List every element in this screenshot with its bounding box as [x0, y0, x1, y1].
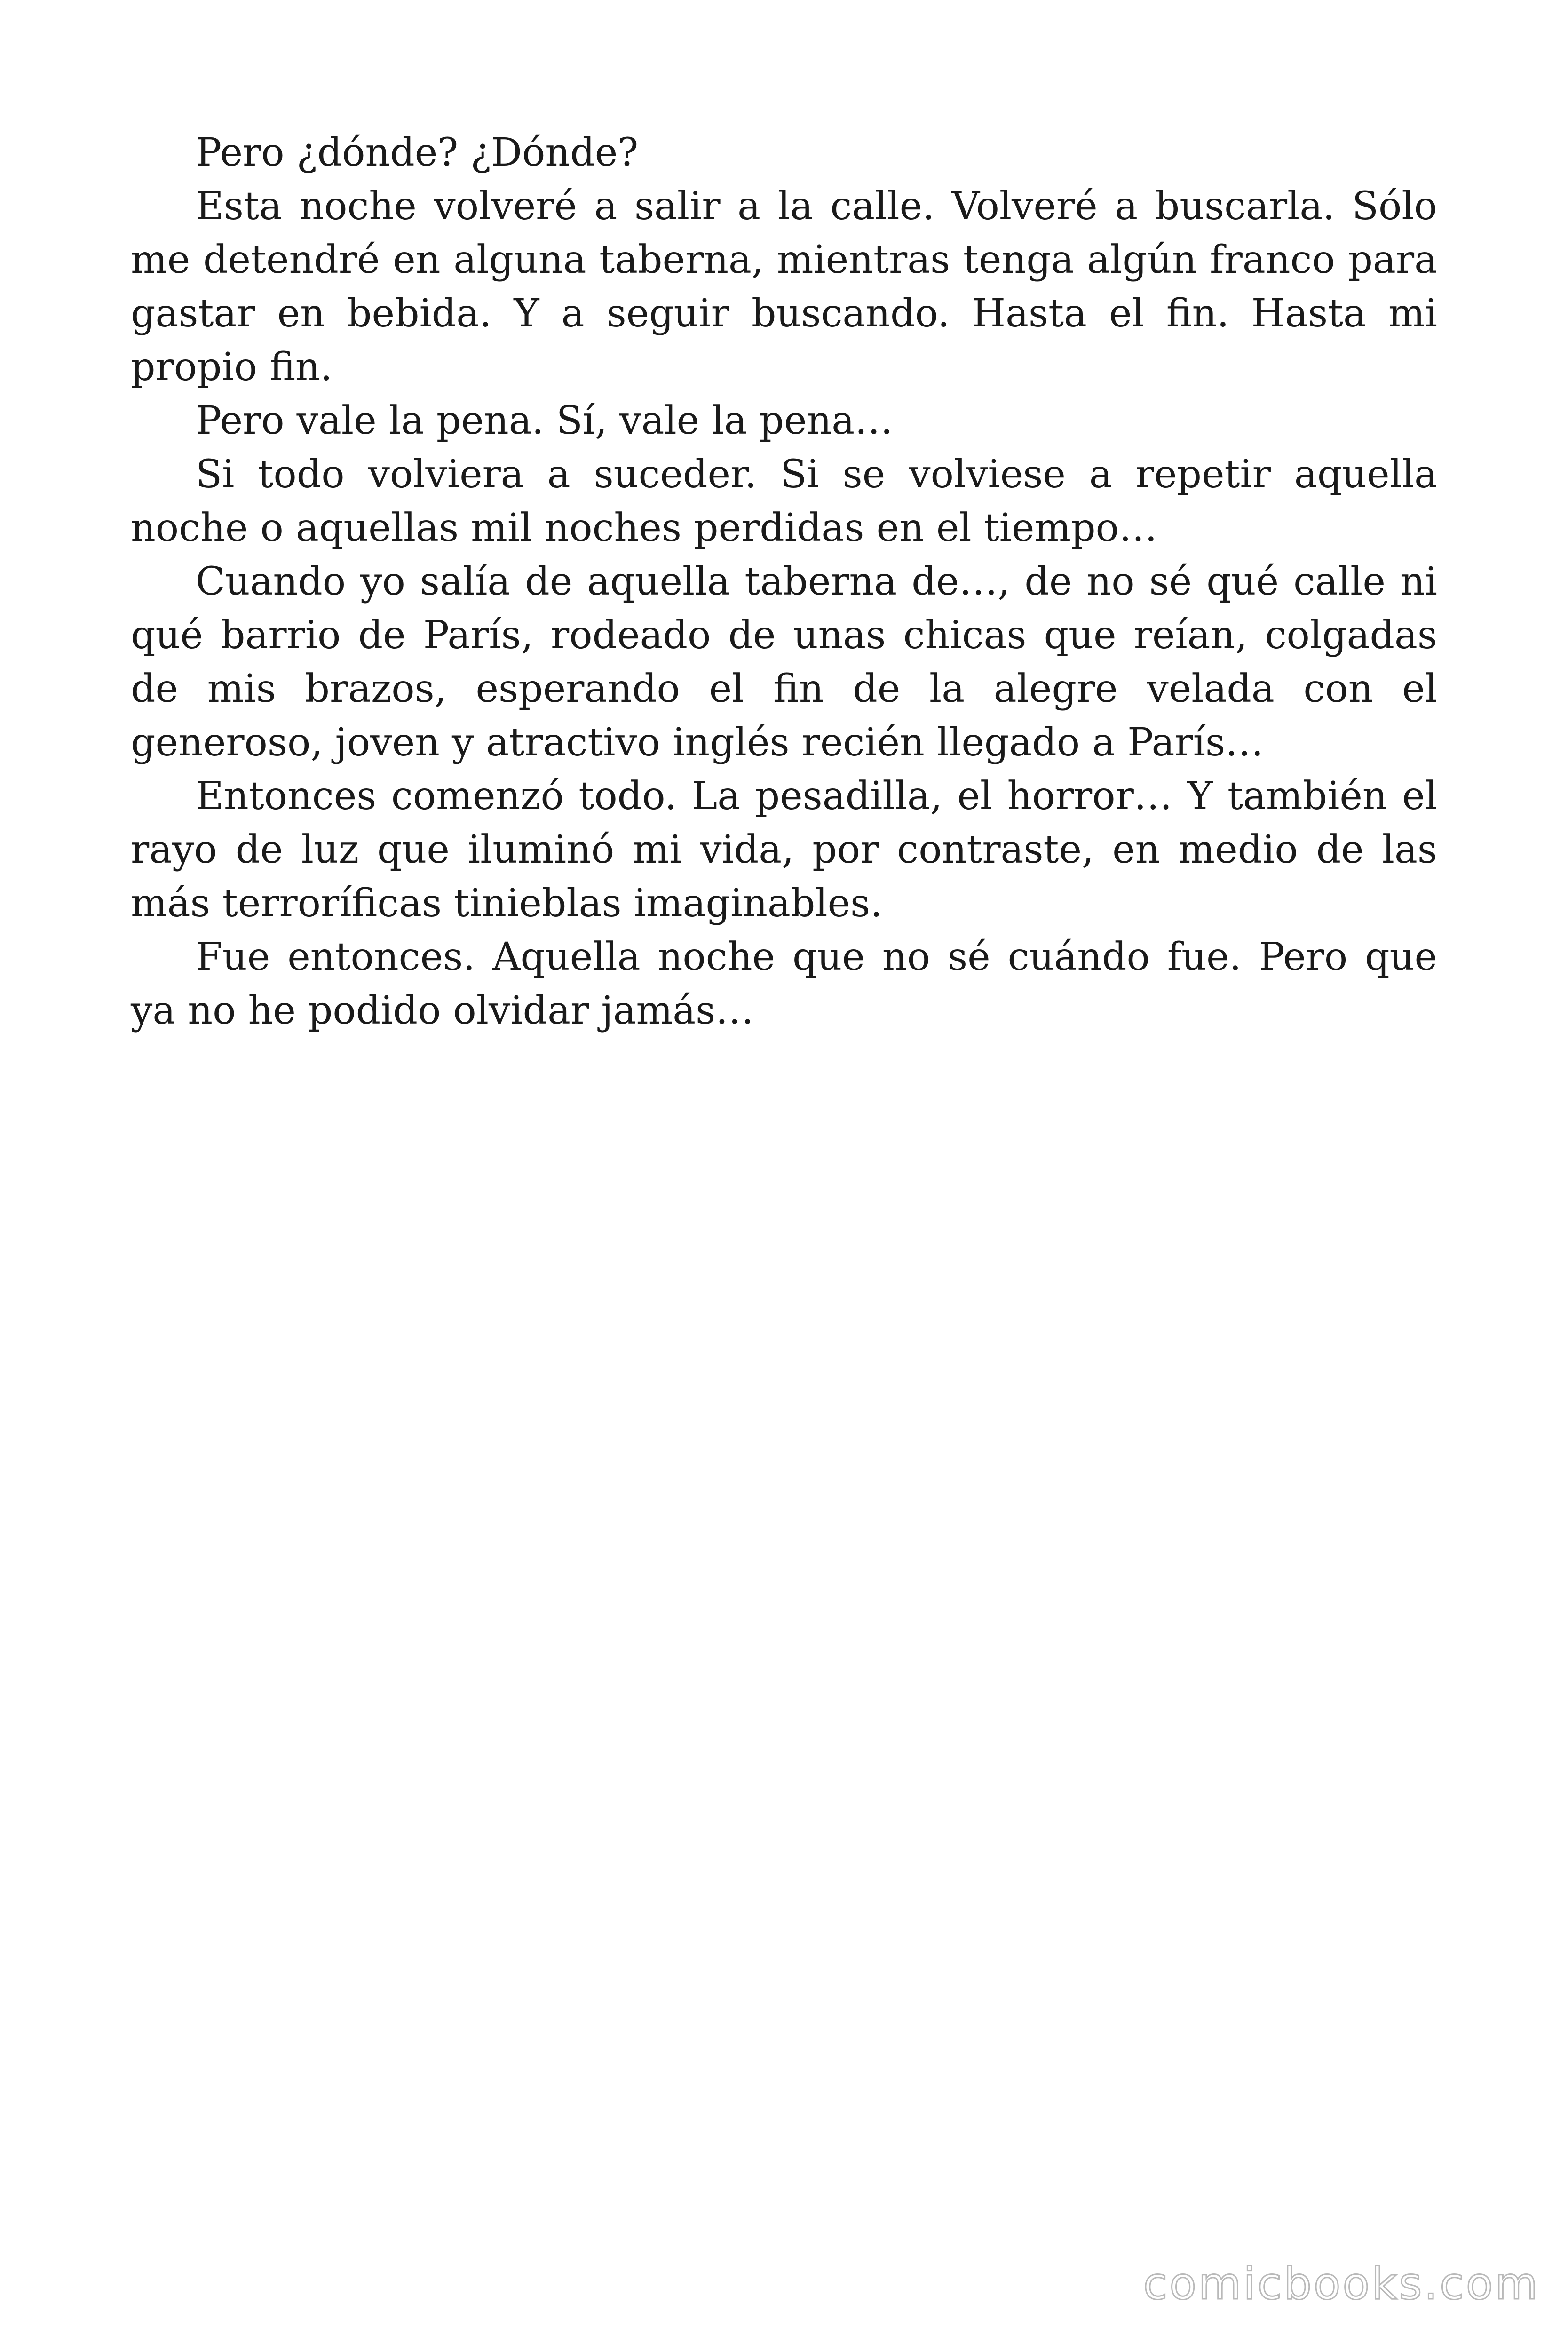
paragraph-3: Pero vale la pena. Sí, vale la pena…	[196, 398, 894, 443]
paragraph-5: Cuando yo salía de aquella taberna de…, de no sé qué calle ni qué barrio de París, rodeado de unas chicas que reían, colgadas de mis brazos, esperando el fin de la alegre velada con el generoso, joven y atractivo inglés recién llegado a París…	[131, 559, 1437, 765]
watermark: comicbooks.com	[1143, 2258, 1540, 2310]
paragraph-1: Pero ¿dónde? ¿Dónde?	[196, 130, 639, 175]
paragraph-4: Si todo volviera a suceder. Si se volviese a repetir aquella noche o aquellas mil noches perdidas en el tiempo…	[131, 452, 1437, 550]
paragraph-7: Fue entonces. Aquella noche que no sé cuándo fue. Pero que ya no he podido olvidar jamás…	[131, 935, 1437, 1033]
body-text	[131, 126, 1437, 1038]
paragraph-2: Esta noche volveré a salir a la calle. Volveré a buscarla. Sólo me detendré en alguna taberna, mientras tenga algún franco para gastar en bebida. Y a seguir buscando. Hasta el fin. Hasta mi propio fin.	[131, 184, 1437, 389]
paragraph-6: Entonces comenzó todo. La pesadilla, el horror… Y también el rayo de luz que iluminó mi vida, por contraste, en medio de las más terroríficas tinieblas imaginables.	[131, 774, 1437, 926]
